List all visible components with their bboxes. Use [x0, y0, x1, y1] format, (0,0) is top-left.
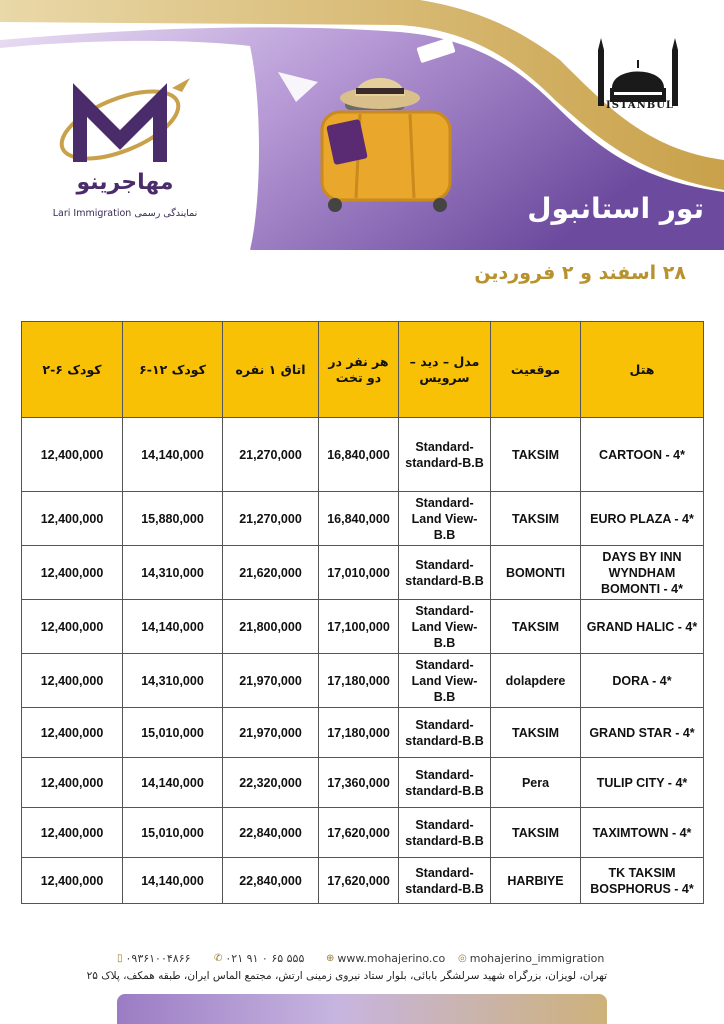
table-row [22, 654, 704, 708]
website-url: www.mohajerino.co [337, 952, 446, 965]
footer-mobile[interactable] [117, 952, 191, 965]
table-header-row [22, 322, 704, 418]
cell-room-type: Standard-standard-B.B [399, 546, 491, 600]
footer-contacts [0, 952, 724, 970]
table-row [22, 418, 704, 492]
column-header-child-6-12: کودک ۱۲-۶ [123, 322, 223, 418]
cell-price-child-2-6: 12,400,000 [22, 708, 123, 758]
column-header-hotel: هتل [581, 322, 704, 418]
tour-title: تور استانبول [527, 192, 704, 225]
cell-price-child-2-6: 12,400,000 [22, 654, 123, 708]
cell-location: TAKSIM [491, 708, 581, 758]
cell-price-child-2-6: 12,400,000 [22, 758, 123, 808]
cell-price-double: 17,010,000 [319, 546, 399, 600]
footer-address: تهران، لویزان، بزرگراه شهید سرلشگر بابائی، بلوار ستاد نیروی زمینی ارتش، مجتمع الماس ایران، طبقه همکف، پلاک ۲۵ [86, 970, 607, 982]
table-row [22, 492, 704, 546]
cell-price-single: 21,270,000 [223, 418, 319, 492]
cell-hotel: GRAND HALIC - 4* [581, 600, 704, 654]
cell-price-double: 17,360,000 [319, 758, 399, 808]
cell-price-child-2-6: 12,400,000 [22, 418, 123, 492]
column-header-double: هر نفر در دو تخت [319, 322, 399, 418]
table-row [22, 708, 704, 758]
table-body [22, 418, 704, 904]
cell-price-child-6-12: 14,310,000 [123, 546, 223, 600]
table-row [22, 546, 704, 600]
column-header-child-2-6: کودک ۶-۲ [22, 322, 123, 418]
cell-location: TAKSIM [491, 492, 581, 546]
cell-room-type: Standard-Land View-B.B [399, 492, 491, 546]
cell-price-single: 22,840,000 [223, 858, 319, 904]
footer-decorative-bar [117, 994, 607, 1024]
cell-room-type: Standard-standard-B.B [399, 418, 491, 492]
cell-hotel: CARTOON - 4* [581, 418, 704, 492]
mobile-number: ۰۹۳۶۱۰۰۴۸۶۶ [125, 952, 191, 965]
instagram-icon: ◎ [458, 953, 467, 964]
cell-price-double: 17,180,000 [319, 654, 399, 708]
cell-price-child-6-12: 15,880,000 [123, 492, 223, 546]
page-header [0, 0, 724, 260]
cell-room-type: Standard-Land View-B.B [399, 654, 491, 708]
cell-hotel: TK TAKSIM BOSPHORUS - 4* [581, 858, 704, 904]
cell-price-child-2-6: 12,400,000 [22, 808, 123, 858]
cell-price-child-6-12: 14,140,000 [123, 418, 223, 492]
istanbul-label: ISTANBUL [606, 100, 674, 111]
footer-website[interactable] [326, 952, 445, 965]
brand-name: مهاجرینو [76, 170, 174, 195]
mobile-icon: ▯ [117, 953, 123, 964]
footer-phone[interactable] [214, 952, 304, 965]
company-logo [40, 70, 210, 230]
cell-price-single: 21,800,000 [223, 600, 319, 654]
cell-price-double: 17,100,000 [319, 600, 399, 654]
cell-location: TAKSIM [491, 600, 581, 654]
cell-hotel: DORA - 4* [581, 654, 704, 708]
cell-price-double: 16,840,000 [319, 492, 399, 546]
cell-price-single: 21,970,000 [223, 708, 319, 758]
cell-hotel: GRAND STAR - 4* [581, 708, 704, 758]
cell-room-type: Standard-Land View-B.B [399, 600, 491, 654]
table-row [22, 600, 704, 654]
cell-price-child-6-12: 15,010,000 [123, 708, 223, 758]
tour-dates: ۲۸ اسفند و ۲ فروردین [474, 262, 686, 284]
cell-room-type: Standard-standard-B.B [399, 708, 491, 758]
cell-price-single: 21,270,000 [223, 492, 319, 546]
column-header-single: اتاق ۱ نفره [223, 322, 319, 418]
cell-price-single: 21,970,000 [223, 654, 319, 708]
cell-price-child-6-12: 14,140,000 [123, 758, 223, 808]
cell-location: dolapdere [491, 654, 581, 708]
table-row [22, 758, 704, 808]
cell-price-child-6-12: 14,140,000 [123, 600, 223, 654]
cell-hotel: TAXIMTOWN - 4* [581, 808, 704, 858]
cell-hotel: DAYS BY INN WYNDHAM BOMONTI - 4* [581, 546, 704, 600]
cell-price-child-6-12: 14,310,000 [123, 654, 223, 708]
cell-price-child-2-6: 12,400,000 [22, 858, 123, 904]
cell-room-type: Standard-standard-B.B [399, 758, 491, 808]
cell-price-double: 17,620,000 [319, 858, 399, 904]
cell-location: TAKSIM [491, 808, 581, 858]
column-header-room-type: مدل – دید – سرویس [399, 322, 491, 418]
cell-price-single: 22,320,000 [223, 758, 319, 808]
cell-location: BOMONTI [491, 546, 581, 600]
cell-price-double: 16,840,000 [319, 418, 399, 492]
table-row [22, 858, 704, 904]
cell-price-double: 17,620,000 [319, 808, 399, 858]
instagram-handle: mohajerino_immigration [469, 952, 605, 965]
cell-room-type: Standard-standard-B.B [399, 858, 491, 904]
cell-price-child-2-6: 12,400,000 [22, 600, 123, 654]
column-header-location: موقعیت [491, 322, 581, 418]
cell-price-child-2-6: 12,400,000 [22, 492, 123, 546]
cell-price-child-2-6: 12,400,000 [22, 546, 123, 600]
globe-icon: ⊕ [326, 953, 335, 964]
cell-location: HARBIYE [491, 858, 581, 904]
cell-room-type: Standard-standard-B.B [399, 808, 491, 858]
price-table [21, 321, 704, 904]
phone-number: ۰۲۱ ۹۱ ۰ ۶۵ ۵۵۵ [225, 952, 305, 965]
brand-subtitle: Lari Immigration نمایندگی رسمی [52, 208, 198, 219]
cell-price-double: 17,180,000 [319, 708, 399, 758]
cell-hotel: EURO PLAZA - 4* [581, 492, 704, 546]
table-row [22, 808, 704, 858]
cell-location: Pera [491, 758, 581, 808]
phone-icon: ✆ [214, 953, 223, 964]
cell-price-child-6-12: 14,140,000 [123, 858, 223, 904]
footer-instagram[interactable] [458, 952, 604, 965]
cell-price-single: 22,840,000 [223, 808, 319, 858]
cell-price-child-6-12: 15,010,000 [123, 808, 223, 858]
cell-price-single: 21,620,000 [223, 546, 319, 600]
cell-hotel: TULIP CITY - 4* [581, 758, 704, 808]
cell-location: TAKSIM [491, 418, 581, 492]
